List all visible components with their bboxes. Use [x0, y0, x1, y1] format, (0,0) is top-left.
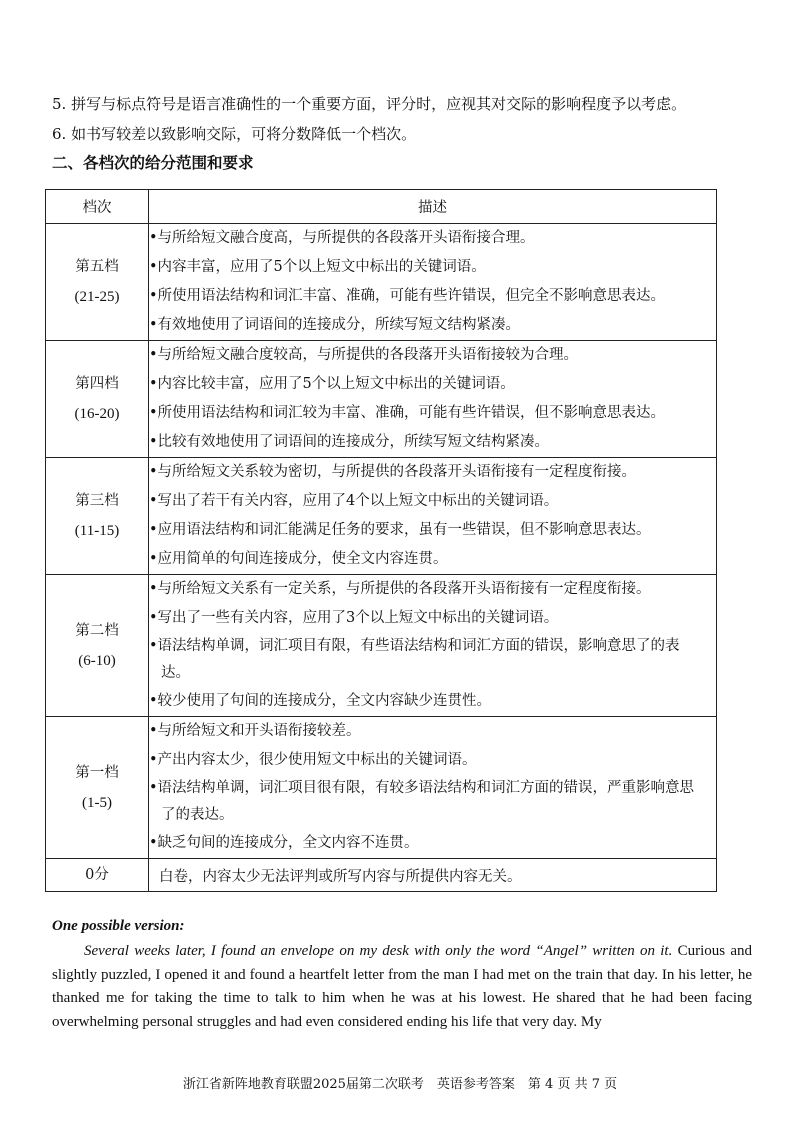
criterion-item: •所使用语法结构和词汇较为丰富、准确，可能有些许错误，但不影响意思表达。: [149, 405, 666, 421]
level-cell: [46, 717, 149, 859]
description-cell: [149, 575, 717, 717]
table-row: [46, 458, 717, 575]
criterion-item: •语法结构单调，词汇项目很有限，有较多语法结构和词汇方面的错误，严重影响意思了的表达。: [149, 780, 695, 823]
description-cell: [149, 458, 717, 575]
description-cell: [149, 717, 717, 859]
level-cell: [46, 575, 149, 717]
criterion-item: •语法结构单调，词汇项目有限，有些语法结构和词汇方面的错误，影响意思了的表达。: [149, 638, 680, 681]
criterion-item: •较少使用了句间的连接成分，全文内容缺少连贯性。: [149, 693, 492, 709]
criterion-item: •与所给短文关系较为密切，与所提供的各段落开头语衔接有一定程度衔接。: [149, 464, 637, 480]
scoring-rule-5: 5. 拼写与标点符号是语言准确性的一个重要方面，评分时，应视其对交际的影响程度予以考虑。: [52, 95, 687, 113]
criterion-item: •内容丰富，应用了5个以上短文中标出的关键词语。: [149, 259, 486, 275]
criterion-item: •与所给短文和开头语衔接较差。: [149, 723, 361, 739]
criterion-item: •产出内容太少，很少使用短文中标出的关键词语。: [149, 752, 477, 768]
essay-opening-sentence: Several weeks later, I found an envelope on my desk with only the word “Angel” written on it.: [84, 943, 673, 959]
level-range: (21-25): [74, 289, 120, 305]
criterion-item: •与所给短文融合度较高，与所提供的各段落开头语衔接较为合理。: [149, 347, 579, 363]
page-footer: 浙江省新阵地教育联盟2025届第二次联考 英语参考答案 第 4 页 共 7 页: [182, 1077, 618, 1092]
criterion-item: •写出了若干有关内容，应用了4个以上短文中标出的关键词语。: [149, 493, 559, 509]
level-name: 第四档: [75, 376, 119, 392]
criterion-item: •应用语法结构和词汇能满足任务的要求，虽有一些错误，但不影响意思表达。: [149, 522, 651, 538]
table-row: [46, 575, 717, 717]
table-row: [46, 717, 717, 859]
level-name: 第一档: [75, 764, 119, 781]
level-cell: [46, 224, 149, 341]
table-row: [46, 224, 717, 341]
header-level: 档次: [46, 190, 149, 224]
level-range: (6-10): [78, 652, 116, 669]
description-cell: 白卷，内容太少无法评判或所写内容与所提供内容无关。: [149, 859, 717, 892]
level-name: 第三档: [75, 493, 119, 509]
level-range: (11-15): [74, 523, 120, 539]
level-cell: [46, 458, 149, 575]
level-name: 第二档: [75, 622, 119, 639]
scoring-rule-6: 6. 如书写较差以致影响交际，可将分数降低一个档次。: [52, 125, 417, 143]
criterion-item: •所使用语法结构和词汇丰富、准确，可能有些许错误，但完全不影响意思表达。: [149, 288, 666, 304]
criterion-item: •与所给短文融合度高，与所提供的各段落开头语衔接合理。: [149, 230, 535, 246]
table-row: [46, 341, 717, 458]
criterion-item: •比较有效地使用了词语间的连接成分，所续写短文结构紧凑。: [149, 434, 550, 450]
essay-paragraph: [52, 940, 752, 1034]
grading-table: [45, 189, 717, 892]
description-cell: [149, 224, 717, 341]
criterion-item: •应用简单的句间连接成分，使全文内容连贯。: [149, 551, 448, 567]
sample-version-heading: One possible version:: [52, 918, 185, 934]
level-cell: 0分: [46, 859, 149, 892]
level-range: (16-20): [74, 406, 120, 422]
criterion-item: •与所给短文关系有一定关系，与所提供的各段落开头语衔接有一定程度衔接。: [149, 581, 651, 597]
section-heading: 二、各档次的给分范围和要求: [52, 153, 254, 172]
criterion-item: •缺乏句间的连接成分，全文内容不连贯。: [149, 835, 419, 851]
description-cell: [149, 341, 717, 458]
level-range: (1-5): [82, 794, 112, 811]
criterion-item: •有效地使用了词语间的连接成分，所续写短文结构紧凑。: [149, 317, 521, 333]
essay-body-text: Curious and slightly puzzled, I opened it and found a heartfelt letter from the man I had met on the train that day. In his letter, he thanked me for taking the time to talk to him when he was at his lowest. He shared that he had been facing overwhelming personal struggles and had even considered ending his life that very day. My: [52, 943, 752, 1030]
level-cell: [46, 341, 149, 458]
criterion-item: •内容比较丰富，应用了5个以上短文中标出的关键词语。: [149, 376, 515, 392]
sample-essay: [52, 940, 752, 1034]
header-description: 描述: [149, 190, 717, 224]
table-row-zero: [46, 859, 717, 892]
criterion-item: •写出了一些有关内容，应用了3个以上短文中标出的关键词语。: [149, 610, 559, 626]
level-name: 第五档: [75, 259, 119, 275]
table-header-row: [46, 190, 717, 224]
